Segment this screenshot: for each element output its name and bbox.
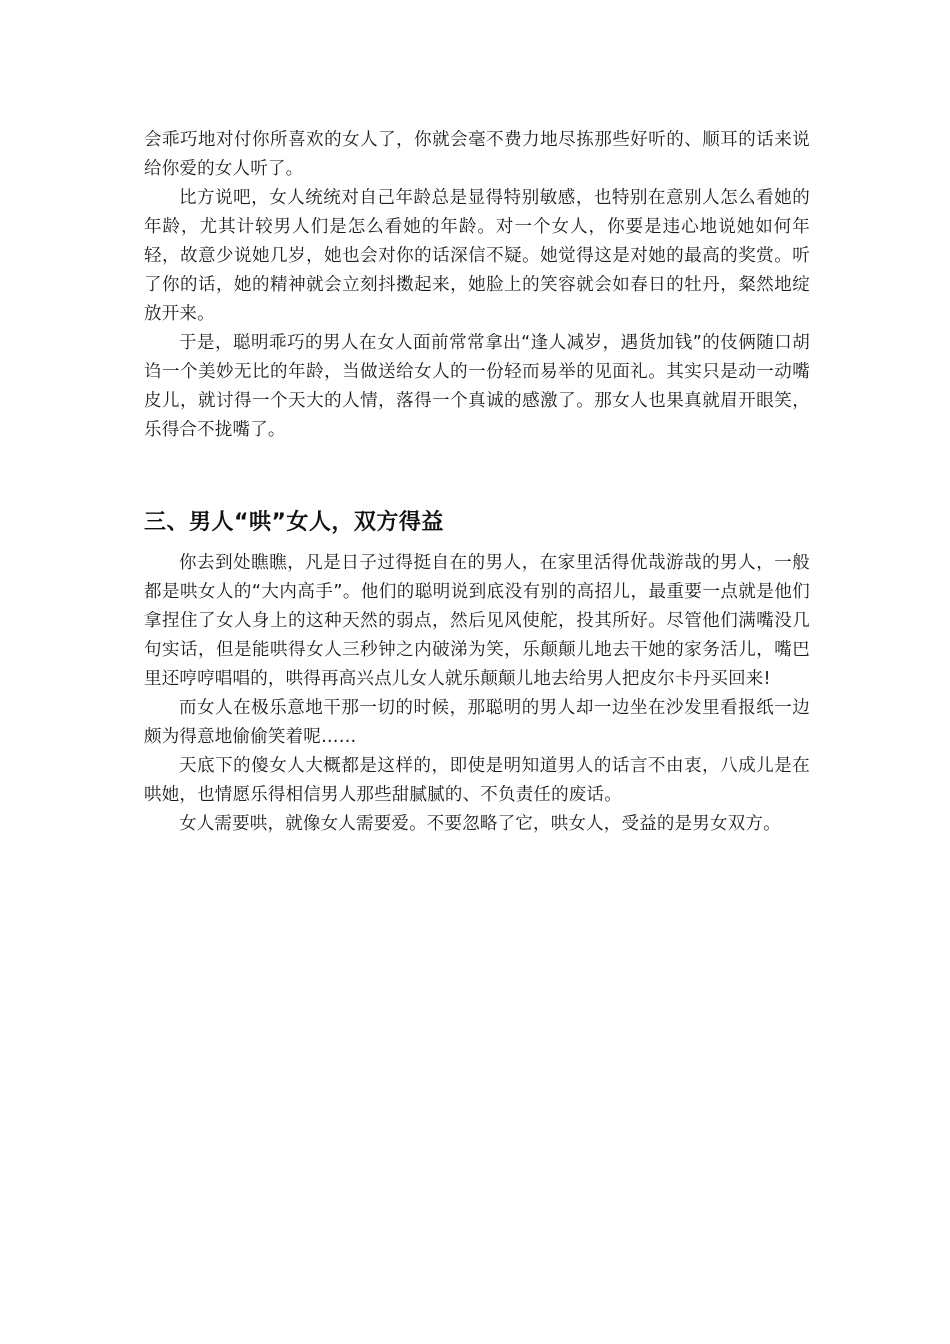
document-body [144,126,810,839]
paragraph: 比方说吧，女人统统对自己年龄总是显得特别敏感，也特别在意别人怎么看她的年龄，尤其计较男人们是怎么看她的年龄。对一个女人，你要是违心地说她如何年轻，故意少说她几岁，她也会对你的话深信不疑。她觉得这是对她的最高的奖赏。听了你的话，她的精神就会立刻抖擞起来，她脸上的笑容就会如春日的牡丹，粲然地绽放开来。 [144,188,810,324]
section-heading: 三、男人“哄”女人，双方得益 [144,510,444,535]
paragraph: 天底下的傻女人大概都是这样的，即使是明知道男人的话言不由衷，八成儿是在哄她，也情愿乐得相信男人那些甜腻腻的、不负责任的废话。 [144,756,810,805]
paragraph: 会乖巧地对付你所喜欢的女人了，你就会毫不费力地尽拣那些好听的、顺耳的话来说给你爱的女人听了。 [144,130,810,179]
paragraph: 女人需要哄，就像女人需要爱。不要忽略了它，哄女人，受益的是男女双方。 [179,814,781,834]
paragraph: 于是，聪明乖巧的男人在女人面前常常拿出“逢人减岁，遇货加钱”的伎俩随口胡诌一个美妙无比的年龄，当做送给女人的一份轻而易举的见面礼。其实只是动一动嘴皮儿，就讨得一个天大的人情，落得一个真诚的感激了。那女人也果真就眉开眼笑，乐得合不拢嘴了。 [144,333,810,440]
paragraph: 而女人在极乐意地干那一切的时候，那聪明的男人却一边坐在沙发里看报纸一边颇为得意地偷偷笑着呢…… [144,698,810,747]
paragraph: 你去到处瞧瞧，凡是日子过得挺自在的男人，在家里活得优哉游哉的男人，一般都是哄女人的“大内高手”。他们的聪明说到底没有别的高招儿，最重要一点就是他们拿捏住了女人身上的这种天然的弱点，然后见风使舵，投其所好。尽管他们满嘴没几句实话，但是能哄得女人三秒钟之内破涕为笑，乐颠颠儿地去干她的家务活儿，嘴巴里还哼哼唱唱的，哄得再高兴点儿女人就乐颠颠儿地去给男人把皮尔卡丹买回来! [144,553,810,689]
